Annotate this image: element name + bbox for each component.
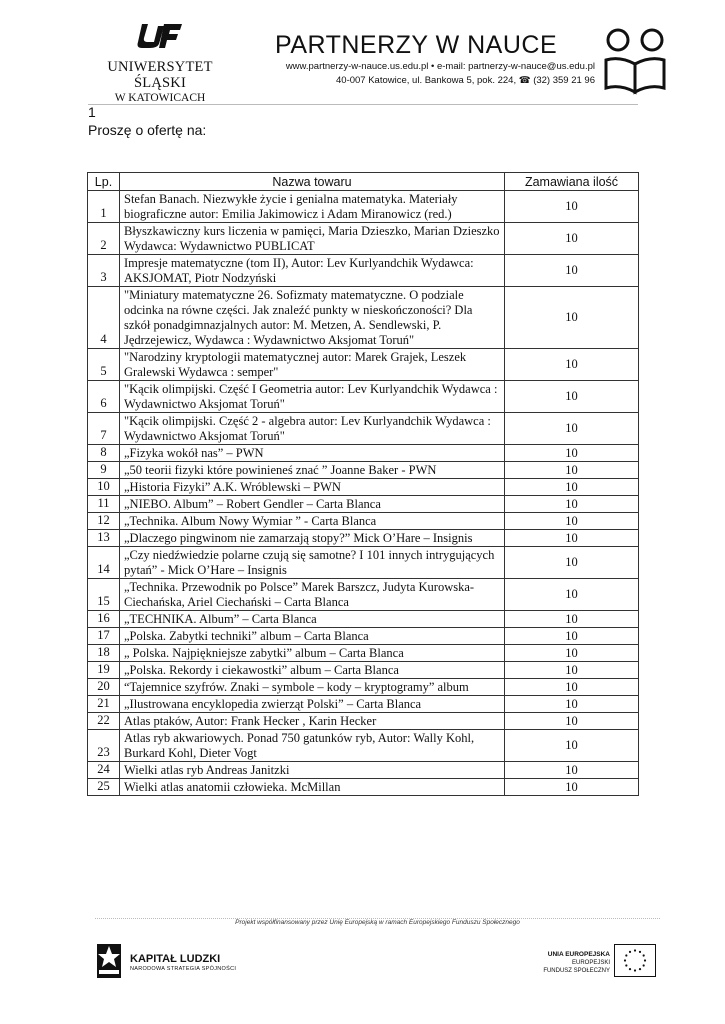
quantity: 10 [505,579,639,611]
quantity: 10 [505,730,639,762]
table-row [88,191,639,223]
header-divider [88,104,638,105]
eu-line3: FUNDUSZ SPOŁECZNY [543,968,610,974]
university-city: W KATOWICACH [114,92,206,104]
table-row [88,462,639,479]
eu-star [629,968,631,970]
row-number: 1 [88,191,120,223]
quantity: 10 [505,349,639,381]
table-row [88,349,639,381]
table-row [88,679,639,696]
eu-star [625,964,627,966]
university-emblem-icon [134,20,186,50]
row-number: 5 [88,349,120,381]
eu-star [634,949,636,951]
eu-star [643,964,645,966]
row-number: 6 [88,381,120,413]
quantity: 10 [505,191,639,223]
project-title: PARTNERZY W NAUCE [275,31,558,59]
quantity: 10 [505,645,639,662]
quantity: 10 [505,287,639,349]
product-name: „Technika. Album Nowy Wymiar ” - Carta Blanca [120,513,505,530]
table-row [88,696,639,713]
table-row [88,255,639,287]
project-header [255,30,595,88]
row-number: 13 [88,530,120,547]
eu-star [639,968,641,970]
row-number: 17 [88,628,120,645]
quantity: 10 [505,255,639,287]
product-name: „Technika. Przewodnik po Polsce” Marek Barszcz, Judyta Kurowska-Ciechańska, Ariel Ciechański – Carta Blanca [120,579,505,611]
product-name: “Tajemnice szyfrów. Znaki – symbole – kody – kryptogramy” album [120,679,505,696]
product-name: „Fizyka wokół nas” – PWN [120,445,505,462]
row-number: 25 [88,779,120,796]
row-number: 10 [88,479,120,496]
product-name: „50 teorii fizyki które powinieneś znać ” Joanne Baker - PWN [120,462,505,479]
table-row [88,513,639,530]
header-quantity: Zamawiana ilość [505,173,639,191]
eu-star [634,969,636,971]
eu-star [629,951,631,953]
row-number: 14 [88,547,120,579]
product-name: „Polska. Zabytki techniki” album – Carta Blanca [120,628,505,645]
intro-text: Proszę o ofertę na: [88,122,207,138]
product-name: „ Polska. Najpiękniejsze zabytki” album – Carta Blanca [120,645,505,662]
table-row [88,762,639,779]
row-number: 15 [88,579,120,611]
quantity: 10 [505,679,639,696]
quantity: 10 [505,496,639,513]
product-name: Wielki atlas anatomii człowieka. McMillan [120,779,505,796]
eu-line1: UNIA EUROPEJSKA [547,951,610,958]
contact-address-phone: 40-007 Katowice, ul. Bankowa 5, pok. 224, ☎ (32) 359 21 96 [336,75,595,86]
table-row [88,479,639,496]
quantity: 10 [505,479,639,496]
quantity: 10 [505,611,639,628]
quantity: 10 [505,628,639,645]
quantity: 10 [505,530,639,547]
table-row [88,223,639,255]
eu-star [639,951,641,953]
quantity: 10 [505,413,639,445]
eu-line2: EUROPEJSKI [571,960,610,966]
kl-title: KAPITAŁ LUDZKI [130,953,221,965]
table-row [88,628,639,645]
product-name: „Dlaczego pingwinom nie zamarzają stopy?” Mick O’Hare – Insignis [120,530,505,547]
product-name: Wielki atlas ryb Andreas Janitzki [120,762,505,779]
row-number: 3 [88,255,120,287]
row-number: 11 [88,496,120,513]
quantity: 10 [505,513,639,530]
kl-subtitle: NARODOWA STRATEGIA SPÓJNOŚCI [130,966,237,972]
product-name: Atlas ptaków, Autor: Frank Hecker , Karin Hecker [120,713,505,730]
kapital-ludzki-text [130,953,236,972]
university-name: UNIWERSYTET ŚLĄSKI [107,59,213,91]
quantity: 10 [505,462,639,479]
table-row [88,413,639,445]
quantity: 10 [505,713,639,730]
product-name: Atlas ryb akwariowych. Ponad 750 gatunków ryb, Autor: Wally Kohl, Burkard Kohl, Dieter Vogt [120,730,505,762]
product-name: „Czy niedźwiedzie polarne czują się samotne? I 101 innych intrygujących pytań” - Mick O’Hare – Insignis [120,547,505,579]
table-header-row [88,173,639,191]
row-number: 19 [88,662,120,679]
product-name: "Kącik olimpijski. Część I Geometria autor: Lev Kurlyandchik Wydawca : Wydawnictwo Aksjomat Toruń" [120,381,505,413]
quantity: 10 [505,445,639,462]
page-number: 1 [88,104,96,120]
row-number: 24 [88,762,120,779]
table-row [88,579,639,611]
table-row [88,445,639,462]
row-number: 23 [88,730,120,762]
table-row [88,779,639,796]
table-row [88,530,639,547]
footer-note: Projekt współfinansowany przez Unię Europejską w ramach Europejskiego Funduszu Społecznego [235,919,520,926]
row-number: 8 [88,445,120,462]
order-table [87,172,639,796]
table-row [88,662,639,679]
row-number: 22 [88,713,120,730]
eu-star [624,959,626,961]
row-number: 16 [88,611,120,628]
table-row [88,496,639,513]
eu-fund-text [520,951,610,975]
quantity: 10 [505,547,639,579]
eu-star [644,959,646,961]
eu-star [625,954,627,956]
quantity: 10 [505,779,639,796]
table-row [88,381,639,413]
eu-star [643,954,645,956]
quantity: 10 [505,381,639,413]
quantity: 10 [505,223,639,255]
table-row [88,645,639,662]
table-row [88,713,639,730]
row-number: 21 [88,696,120,713]
product-name: "Narodziny kryptologii matematycznej autor: Marek Grajek, Leszek Gralewski Wydawca : semper" [120,349,505,381]
university-logo [80,20,240,105]
table-row [88,547,639,579]
row-number: 12 [88,513,120,530]
row-number: 18 [88,645,120,662]
product-name: „TECHNIKA. Album” – Carta Blanca [120,611,505,628]
product-name: "Kącik olimpijski. Część 2 - algebra autor: Lev Kurlyandchik Wydawca : Wydawnictwo Aksjomat Toruń" [120,413,505,445]
product-name: "Miniatury matematyczne 26. Sofizmaty matematyczne. O podziale odcinka na równe części. Jak znaleźć punkty w nieskończoności? Dla szkół ponadgimnazjalnych autor: M. Metzen, A. Sendlewski, P. Jędrzejewicz, Wydawca : Wydawnictwo Aksjomat Toruń" [120,287,505,349]
table-row [88,730,639,762]
table-row [88,611,639,628]
row-number: 7 [88,413,120,445]
product-name: „Historia Fizyki” A.K. Wróblewski – PWN [120,479,505,496]
row-number: 20 [88,679,120,696]
header-lp: Lp. [88,173,120,191]
partners-book-icon [602,26,668,98]
product-name: „Polska. Rekordy i ciekawostki” album – Carta Blanca [120,662,505,679]
product-name: Stefan Banach. Niezwykłe życie i genialna matematyka. Materiały biograficzne autor: Emilia Jakimowicz i Adam Miranowicz (red.) [120,191,505,223]
product-name: Błyszkawiczny kurs liczenia w pamięci, Maria Dzieszko, Marian Dzieszko Wydawca: Wydawnictwo PUBLICAT [120,223,505,255]
row-number: 9 [88,462,120,479]
contact-web-email: www.partnerzy-w-nauce.us.edu.pl • e-mail: partnerzy-w-nauce@us.edu.pl [285,61,595,72]
header-name: Nazwa towaru [120,173,505,191]
quantity: 10 [505,662,639,679]
product-name: „Ilustrowana encyklopedia zwierząt Polski” – Carta Blanca [120,696,505,713]
product-name: Impresje matematyczne (tom II), Autor: Lev Kurlyandchik Wydawca: AKSJOMAT, Piotr Nodzyński [120,255,505,287]
table-row [88,287,639,349]
quantity: 10 [505,696,639,713]
row-number: 4 [88,287,120,349]
eu-flag-icon [614,944,656,977]
row-number: 2 [88,223,120,255]
product-name: „NIEBO. Album” – Robert Gendler – Carta Blanca [120,496,505,513]
quantity: 10 [505,762,639,779]
kapital-ludzki-logo-icon [93,940,125,982]
